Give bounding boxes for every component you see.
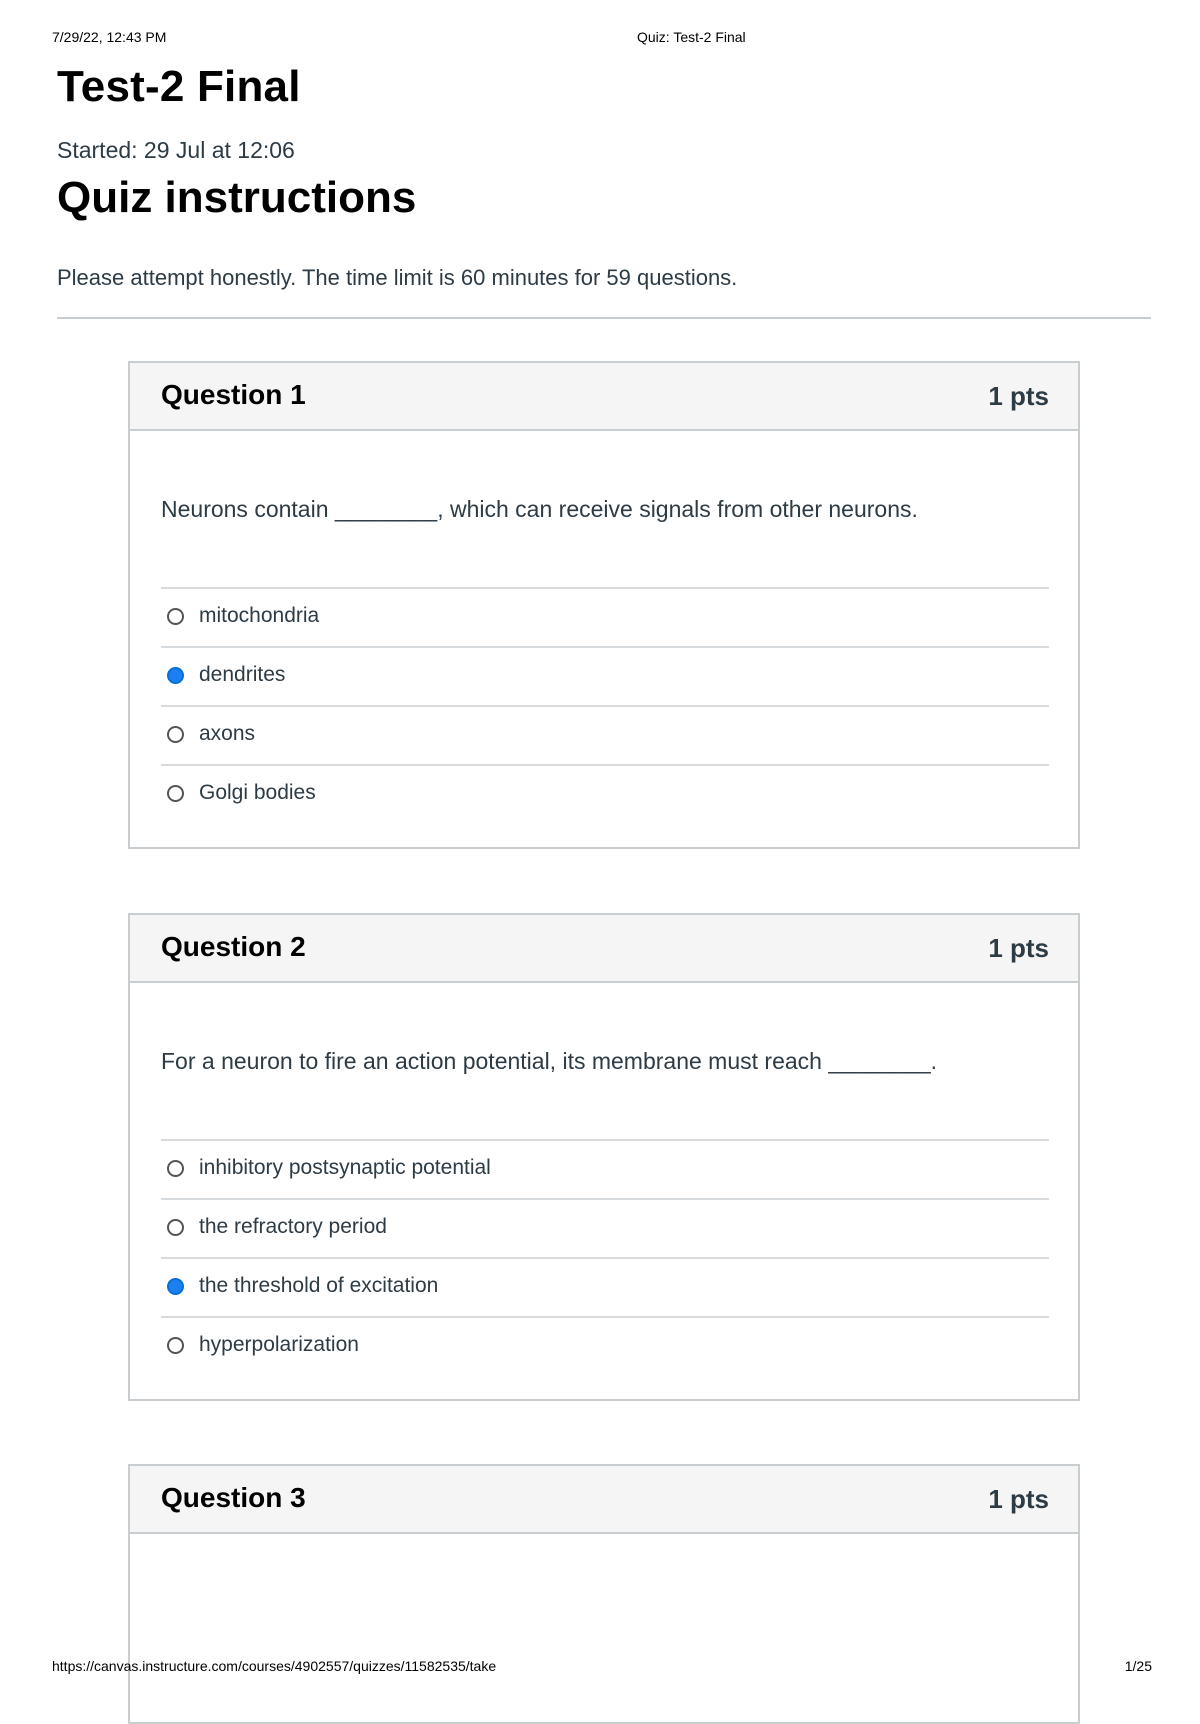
answer-option[interactable] xyxy=(161,1139,1049,1198)
question-name: Question 3 xyxy=(161,1482,306,1513)
answer-option[interactable] xyxy=(161,764,1049,823)
radio-button-selected[interactable] xyxy=(167,1278,184,1295)
radio-button[interactable] xyxy=(167,1219,184,1236)
print-header xyxy=(52,29,1152,49)
answer-label[interactable]: dendrites xyxy=(199,663,286,686)
question-header xyxy=(130,1466,1078,1534)
page-title: Test-2 Final xyxy=(57,62,301,111)
answer-option[interactable] xyxy=(161,646,1049,705)
answer-label[interactable]: the threshold of excitation xyxy=(199,1274,439,1297)
question-name: Question 1 xyxy=(161,379,306,410)
answer-label[interactable]: the refractory period xyxy=(199,1215,387,1238)
answer-label[interactable]: hyperpolarization xyxy=(199,1333,359,1356)
radio-button[interactable] xyxy=(167,726,184,743)
question-card-1 xyxy=(128,361,1080,849)
question-text: For a neuron to fire an action potential, its membrane must reach ________. xyxy=(161,1048,938,1074)
radio-button[interactable] xyxy=(167,1160,184,1177)
question-card-3 xyxy=(128,1464,1080,1724)
print-datetime: 7/29/22, 12:43 PM xyxy=(52,29,167,45)
answer-label[interactable]: inhibitory postsynaptic potential xyxy=(199,1156,491,1179)
question-points: 1 pts xyxy=(988,381,1049,411)
question-card-2 xyxy=(128,913,1080,1401)
answer-option[interactable] xyxy=(161,1257,1049,1316)
question-header xyxy=(130,363,1078,431)
divider xyxy=(57,317,1151,319)
answer-option[interactable] xyxy=(161,1198,1049,1257)
answer-option[interactable] xyxy=(161,587,1049,646)
answer-label[interactable]: axons xyxy=(199,722,256,745)
answer-label[interactable]: Golgi bodies xyxy=(199,781,316,804)
started-timestamp: Started: 29 Jul at 12:06 xyxy=(57,137,295,163)
radio-button[interactable] xyxy=(167,785,184,802)
question-points: 1 pts xyxy=(988,1484,1049,1514)
question-name: Question 2 xyxy=(161,931,306,962)
instructions-text: Please attempt honestly. The time limit is 60 minutes for 59 questions. xyxy=(57,265,738,290)
radio-button[interactable] xyxy=(167,1337,184,1354)
print-title: Quiz: Test-2 Final xyxy=(637,29,746,45)
answer-label[interactable]: mitochondria xyxy=(199,604,320,627)
question-text: Neurons contain ________, which can receive signals from other neurons. xyxy=(161,496,918,522)
question-points: 1 pts xyxy=(988,933,1049,963)
page-url: https://canvas.instructure.com/courses/4902557/quizzes/11582535/take xyxy=(52,1658,497,1674)
instructions-heading: Quiz instructions xyxy=(57,173,417,222)
answer-option[interactable] xyxy=(161,1316,1049,1375)
page-number: 1/25 xyxy=(1124,1658,1152,1674)
question-header xyxy=(130,915,1078,983)
radio-button[interactable] xyxy=(167,608,184,625)
answer-option[interactable] xyxy=(161,705,1049,764)
answer-list xyxy=(161,587,1049,823)
answer-list xyxy=(161,1139,1049,1375)
radio-button-selected[interactable] xyxy=(167,667,184,684)
